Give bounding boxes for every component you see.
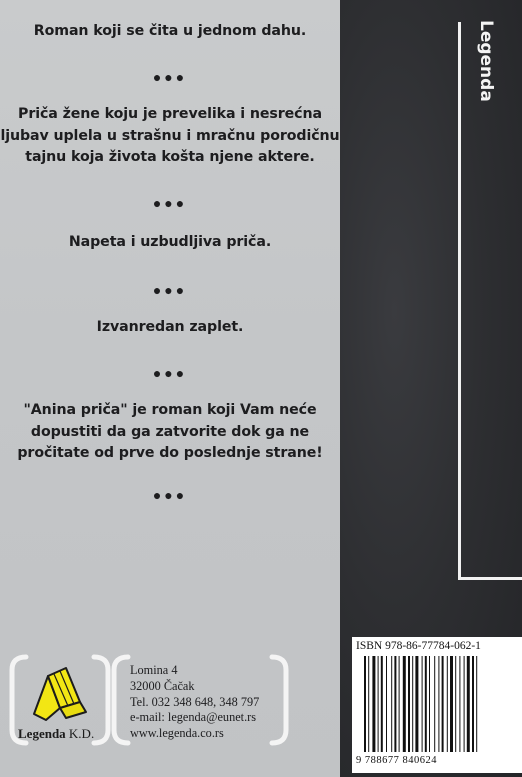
isbn-text: ISBN 978-86-77784-062-1 [356,640,481,652]
blurb-4: Izvanredan zaplet. [96,319,244,335]
blurb-2-line-2: ljubav uplela u strašnu i mračnu porodičnu [0,127,340,144]
publisher-name-main: Legenda [18,726,66,741]
publisher-name-suffix: K.D. [68,726,95,741]
blurb-5-line-1: "Anina priča" je roman koji Vam neće [23,402,317,418]
blurb-2-line-1: Priča žene koju je prevelika i nesrećna [18,106,322,122]
blurb-3: Napeta i uzbudljiva priča. [68,234,272,250]
blurb-5-line-3: pročitate od prve do poslednje strane! [17,445,323,461]
spine-stripe-foot [458,577,522,580]
blurb-2 [0,104,340,169]
spine-label: Legenda [476,20,496,102]
separator-3: ●●● [152,282,188,298]
separator-5: ●●● [152,487,188,503]
publisher-contact [130,663,310,742]
separator-1: ●●● [152,69,188,85]
spine-stripe [458,22,461,580]
contact-left-bracket-icon [108,654,132,746]
blurb-5 [0,400,340,465]
address-line-2: 32000 Čačak [130,678,195,693]
barcode-icon [364,656,514,758]
website-line[interactable]: www.legenda.co.rs [130,726,224,741]
address-line-1: Lomina 4 [130,663,178,677]
barcode-digits: 9 788677 840624 [356,755,437,766]
publisher-name [18,726,94,742]
email-line[interactable]: e-mail: legenda@eunet.rs [130,710,257,725]
blurb-1: Roman koji se čita u jednom dahu. [33,23,307,39]
separator-2: ●●● [152,195,188,211]
blurb-2-line-3: tajnu koja života košta njene aktere. [25,149,315,165]
book-logo-icon [30,662,90,722]
separator-4: ●●● [152,365,188,381]
spine-title [472,20,502,110]
phone-line: Tel. 032 348 648, 348 797 [130,694,260,709]
blurb-5-line-2: dopustiti da ga zatvorite dok ga ne [30,423,310,440]
